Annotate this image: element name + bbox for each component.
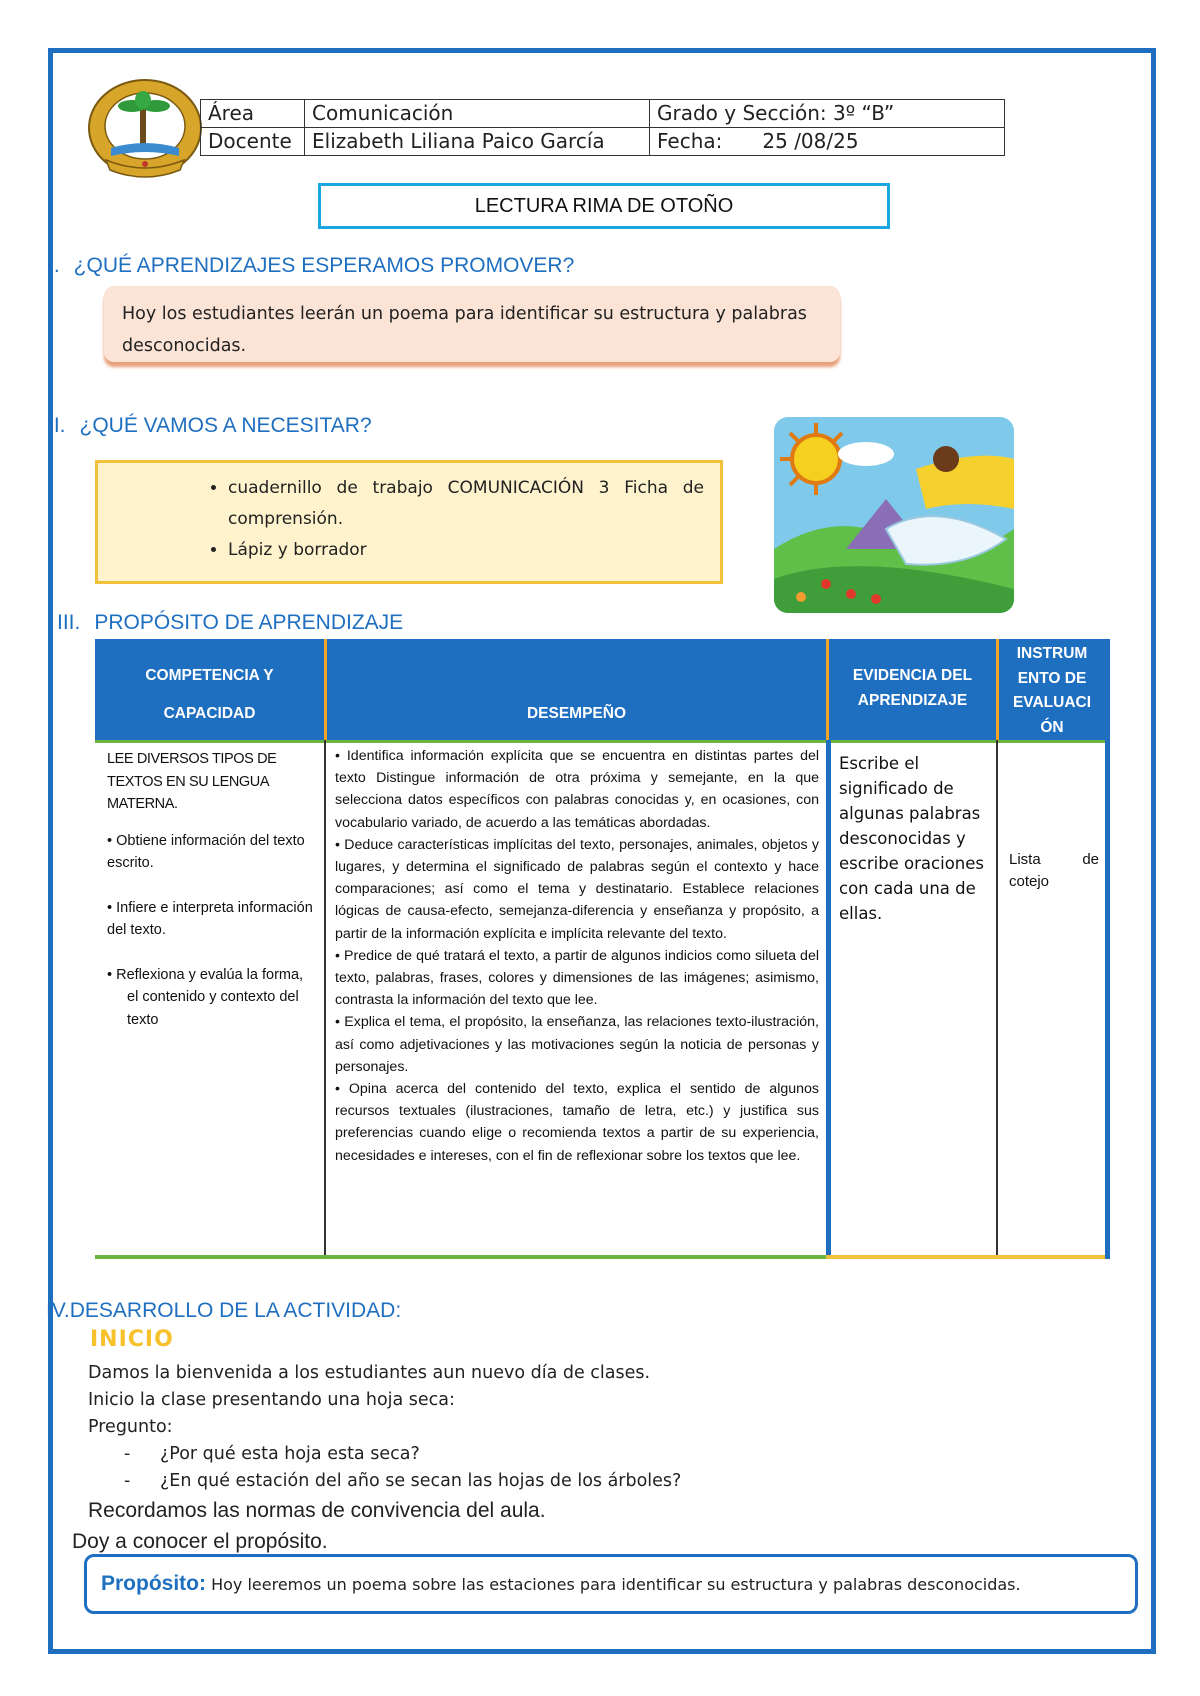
- normas-line: Recordamos las normas de convivencia del aula.: [88, 1499, 546, 1522]
- header-desempeno-label: DESEMPEÑO: [526, 705, 627, 722]
- fecha-label: Fecha:: [657, 129, 723, 153]
- header-evidencia-line2: APRENDIZAJE: [857, 692, 968, 709]
- section-4-heading: IV.DESARROLLO DE LA ACTIVIDAD:: [46, 1299, 402, 1322]
- header-instrumento: [999, 639, 1105, 740]
- header-competencia-line1: COMPETENCIA Y: [145, 667, 274, 684]
- body-divider: [826, 740, 831, 1259]
- table-right-edge: [1105, 639, 1110, 1259]
- capacidad-item: • Reflexiona y evalúa la forma, el contenido y contexto del texto: [107, 966, 304, 1028]
- grado-seccion: Grado y Sección: 3º “B”: [650, 100, 1005, 128]
- inicio-line: Inicio la clase presentando una hoja seca:: [88, 1390, 455, 1410]
- docente-value: Elizabeth Liliana Paico García: [305, 128, 650, 156]
- capacidad-item: • Obtiene información del texto escrito.: [107, 832, 305, 871]
- inicio-line: Damos la bienvenida a los estudiantes aun nuevo día de clases.: [88, 1363, 651, 1383]
- desempeno-item: • Identifica información explícita que se encuentra en distintas partes del texto Distingue información de otra próxima y semejante, en la que selecciona datos específicos con palabras conocidas y, en ocasiones, con vocabulario variado, de acuerdo a las temáticas abordadas.: [335, 748, 819, 831]
- fecha-value: 25 /08/25: [762, 129, 859, 153]
- header-instrumento-line2: ENTO DE: [1017, 670, 1087, 687]
- evidencia-cell: Escribe el significado de algunas palabras desconocidas y escribe oraciones con cada una de ellas.: [839, 754, 985, 923]
- header-desempeno: [327, 639, 826, 740]
- fecha-cell: [650, 128, 1005, 156]
- area-label: Área: [201, 100, 305, 128]
- section-1-heading: [48, 254, 574, 278]
- header-divider: [826, 639, 829, 740]
- inicio-label: INICIO: [90, 1327, 174, 1352]
- school-logo: [86, 76, 204, 184]
- section-2-numeral: II.: [48, 414, 66, 437]
- docente-label: Docente: [201, 128, 305, 156]
- header-instrumento-line3: EVALUACI: [1012, 694, 1092, 711]
- desempeno-item: • Opina acerca del contenido del texto, explica el sentido de algunos recursos textuales (ilustraciones, tamaño de letra, etc.) y justifica sus preferencias cuando elige o recomienda textos a partir de su experiencia, necesidades e intereses, con el fin de reflexionar sobre los textos que lee.: [335, 1081, 819, 1164]
- header-underline: [95, 740, 1105, 743]
- materiales-box: [95, 460, 723, 584]
- aprendizajes-box: Hoy los estudiantes leerán un poema para identificar su estructura y palabras desconocidas.: [104, 286, 840, 362]
- desempeno-item: • Explica el tema, el propósito, la enseñanza, las relaciones texto-ilustración, así como adjetivaciones y las motivaciones según la noticia de personas y personajes.: [335, 1014, 819, 1075]
- desempeno-item: • Deduce características implícitas del texto, personajes, animales, objetos y lugares, y determina el significado de palabras según el contexto y hace comparaciones; así como el tema y destinatario. Establece relaciones lógicas de causa-efecto, semejanza-diferencia y enseñanza y propósito, a partir de la información explícita e implícita relevante del texto.: [335, 836, 819, 942]
- proposito-text: Hoy leeremos un poema sobre las estaciones para identificar su estructura y palabras desconocidas.: [211, 1575, 1021, 1594]
- question-item: - ¿Por qué esta hoja esta seca?: [124, 1444, 420, 1464]
- material-item: • cuadernillo de trabajo COMUNICACIÓN 3 Ficha de comprensión.: [228, 473, 704, 535]
- instrumento-word: de: [1082, 851, 1099, 868]
- table-bottom-yellow: [826, 1255, 1105, 1259]
- capacidad-item: • Infiere e interpreta información del texto.: [107, 899, 313, 938]
- header-info-table: [200, 99, 1005, 156]
- proposito-intro-line: Doy a conocer el propósito.: [72, 1530, 328, 1553]
- section-1-title: ¿QUÉ APRENDIZAJES ESPERAMOS PROMOVER?: [73, 254, 575, 277]
- section-2-title: ¿QUÉ VAMOS A NECESITAR?: [79, 414, 372, 437]
- section-3-numeral: III.: [57, 611, 81, 634]
- section-3-title: PROPÓSITO DE APRENDIZAJE: [94, 611, 404, 634]
- body-divider: [996, 740, 998, 1259]
- page-title: LECTURA RIMA DE OTOÑO: [318, 183, 890, 229]
- instrumento-word: Lista: [1009, 851, 1041, 868]
- header-evidencia-line1: EVIDENCIA DEL: [852, 667, 973, 684]
- question-text: ¿Por qué esta hoja esta seca?: [160, 1444, 420, 1464]
- desempeno-cell: [335, 745, 819, 1167]
- header-competencia-line2: CAPACIDAD: [163, 705, 256, 722]
- proposito-table: [95, 639, 1110, 1259]
- autumn-wind-illustration: [756, 399, 1034, 627]
- header-instrumento-line1: INSTRUM: [1016, 645, 1088, 662]
- instrumento-word: cotejo: [1009, 873, 1050, 890]
- header-competencia: [95, 639, 324, 740]
- question-text: ¿En qué estación del año se secan las hojas de los árboles?: [160, 1471, 682, 1491]
- section-3-heading: [57, 611, 403, 635]
- inicio-line: Pregunto:: [88, 1417, 173, 1437]
- proposito-label: Propósito:: [101, 1572, 206, 1595]
- header-divider: [324, 639, 327, 740]
- desempeno-item: • Predice de qué tratará el texto, a partir de algunos indicios como silueta del texto, palabras, frases, colores y dimensiones de las imágenes; asimismo, contrasta la información del texto que lee.: [335, 947, 819, 1009]
- header-instrumento-line4: ÓN: [1040, 719, 1064, 736]
- competencia-text: LEE DIVERSOS TIPOS DE TEXTOS EN SU LENGUA MATERNA.: [107, 751, 277, 812]
- proposito-box: [84, 1554, 1138, 1614]
- question-item: - ¿En qué estación del año se secan las hojas de los árboles?: [124, 1471, 682, 1491]
- competencia-cell: [107, 748, 317, 1031]
- section-1-numeral: I.: [48, 254, 60, 277]
- body-divider: [324, 740, 326, 1259]
- area-value: Comunicación: [305, 100, 650, 128]
- instrumento-cell: [1009, 849, 1099, 893]
- material-item: • Lápiz y borrador: [228, 535, 704, 566]
- table-bottom-green: [95, 1255, 826, 1259]
- header-evidencia: [829, 639, 996, 740]
- section-2-heading: [48, 414, 372, 438]
- header-divider: [996, 639, 999, 740]
